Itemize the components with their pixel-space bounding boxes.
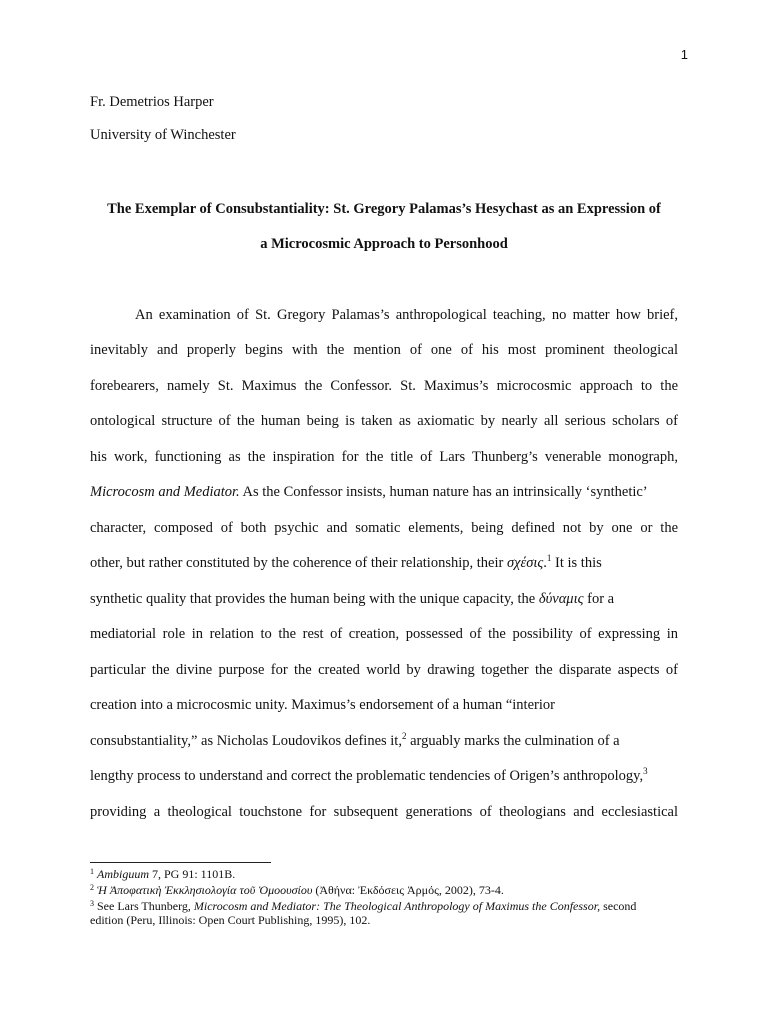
paper-title-line-2: a Microcosmic Approach to Personhood [260,236,508,252]
footnote-rule [90,862,271,863]
body-line: particular the divine purpose for the created world by drawing together the disparate aspects of [90,662,678,678]
footnote-text: second [600,899,637,913]
body-line: his work, functioning as the inspiration for the title of Lars Thunberg’s venerable monograph, [90,449,678,465]
footnote-number: 3 [90,899,94,908]
footnote-italic: Ambiguum [97,867,149,881]
footnote-text: (Ἀθήνα: Ἐκδόσεις Ἁρμός, 2002), 73-4. [312,883,504,897]
body-line: mediatorial role in relation to the rest of creation, possessed of the possibility of expressing in [90,626,678,642]
body-line [90,483,678,501]
footnote-text: 7, PG 91: 1101B. [149,867,236,881]
body-line: forebearers, namely St. Maximus the Confessor. St. Maximus’s microcosmic approach to the [90,378,678,394]
body-text: As the Confessor insists, human nature has an intrinsically ‘synthetic’ [239,484,648,500]
body-text: for a [583,591,615,607]
body-line [90,554,678,572]
footnote-number: 1 [90,867,94,876]
body-line: ontological structure of the human being is taken as axiomatic by nearly all serious scholars of [90,413,678,429]
greek-term: δύναμις [538,591,584,607]
body-text: arguably marks the culmination of a [406,733,620,749]
body-line [90,732,678,750]
body-line: character, composed of both psychic and somatic elements, being defined not by one or the [90,520,678,536]
body-line: creation into a microcosmic unity. Maximus’s endorsement of a human “interior [90,697,555,713]
footnote-ref[interactable]: 1 [546,553,552,563]
body-text: consubstantiality,” as Nicholas Loudovikos defines it, [90,733,402,749]
footnote-italic: Ἡ Ἀποφατικὴ Ἐκκλησιολογία τοῦ Ὁμοουσίου [97,883,313,897]
body-text: It is this [551,555,602,571]
footnote-2 [90,884,690,898]
footnote-number: 2 [90,883,94,892]
footnote-italic: Microcosm and Mediator: The Theological Anthropology of Maximus the Confessor, [193,899,601,913]
footnote-ref[interactable]: 2 [401,731,407,741]
footnote-1 [90,868,690,882]
body-text: other, but rather constituted by the coherence of their relationship, their [90,555,507,571]
footnote-text: edition (Peru, Illinois: Open Court Publishing, 1995), 102. [90,912,371,927]
footnote-ref[interactable]: 3 [643,766,648,776]
body-text: lengthy process to understand and correct the problematic tendencies of Origen’s anthropology, [90,768,644,784]
page-number: 1 [680,47,688,62]
body-line [90,767,678,785]
body-line: inevitably and properly begins with the mention of one of his most prominent theological [90,342,678,358]
author-name: Fr. Demetrios Harper [90,94,214,110]
body-line [90,590,678,608]
paper-title-line-1: The Exemplar of Consubstantiality: St. Gregory Palamas’s Hesychast as an Expression of [107,201,661,217]
footnote-text: See Lars Thunberg, [94,899,194,913]
greek-term: σχέσις [506,555,544,571]
affiliation: University of Winchester [90,127,236,143]
body-text: synthetic quality that provides the human being with the unique capacity, the [90,591,539,607]
footnote-3 [90,900,690,927]
body-text: . [543,555,547,571]
body-line: An examination of St. Gregory Palamas’s anthropological teaching, no matter how brief, [135,307,678,323]
body-line: providing a theological touchstone for subsequent generations of theologians and ecclesiastical [90,804,678,820]
book-title-italic: Microcosm and Mediator. [90,484,240,500]
